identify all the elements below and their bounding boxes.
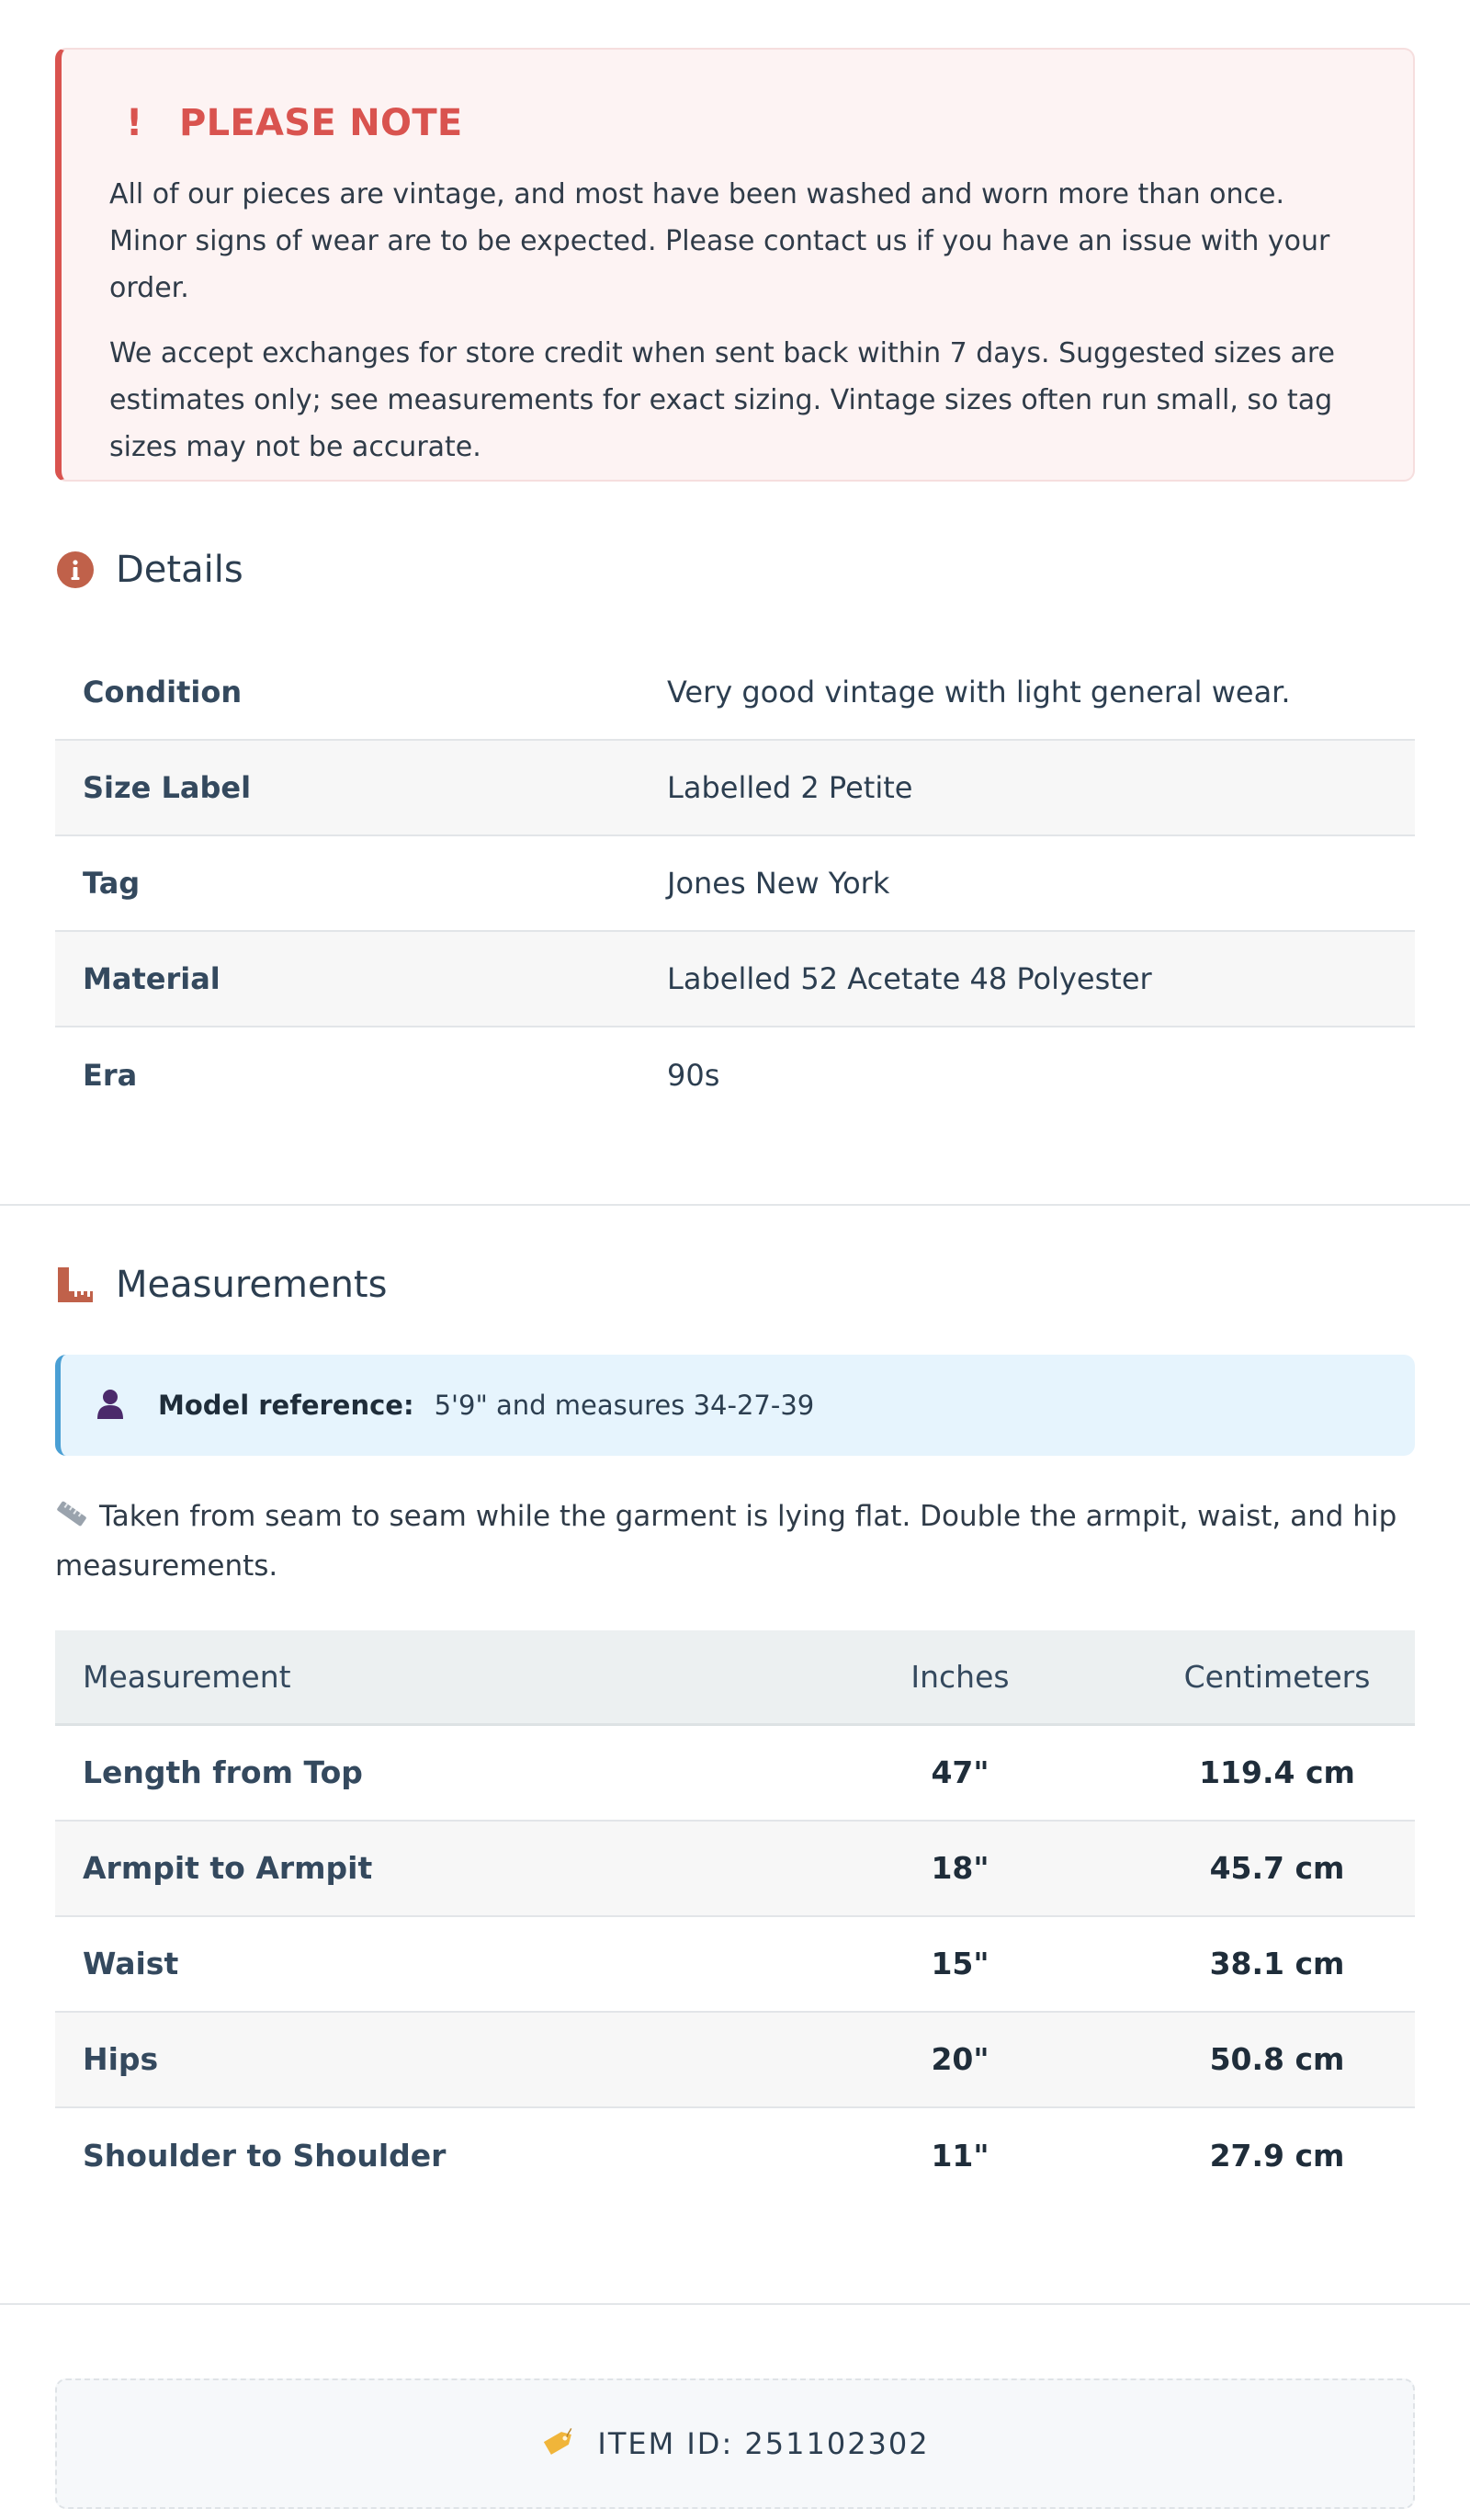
details-table (55, 645, 1415, 1123)
model-reference (55, 1355, 1415, 1456)
table-header (55, 1630, 1415, 1726)
notice-title: PLEASE NOTE (179, 102, 463, 144)
details-value: 90s (667, 1058, 720, 1093)
measurement-cm: 45.7 cm (1209, 1850, 1345, 1886)
details-title: Details (116, 549, 243, 591)
ruler-small-icon (55, 1494, 88, 1542)
measurement-name: Armpit to Armpit (83, 1850, 373, 1886)
measurement-inches: 18" (931, 1850, 989, 1886)
details-row (55, 932, 1415, 1027)
measurement-name: Hips (83, 2041, 159, 2077)
details-value: Very good vintage with light general wear. (667, 675, 1291, 709)
notice-header (109, 96, 1367, 151)
ruler-icon (55, 1265, 96, 1305)
section-divider (0, 2303, 1470, 2305)
table-row (55, 1917, 1415, 2013)
measurement-inches: 11" (931, 2138, 989, 2174)
info-circle-icon (55, 550, 96, 590)
table-row (55, 2013, 1415, 2108)
measurement-note-text: Taken from seam to seam while the garment is lying flat. Double the armpit, waist, and hip measurements. (55, 1500, 1397, 1583)
table-row (55, 2108, 1415, 2204)
measurement-name: Waist (83, 1946, 179, 1981)
notice-paragraph: All of our pieces are vintage, and most have been washed and worn more than once. Minor signs of wear are to be expected. Please contact us if you have an issue with your order. (109, 178, 1330, 304)
details-value: Labelled 52 Acetate 48 Polyester (667, 961, 1152, 996)
notice-paragraph: We accept exchanges for store credit when sent back within 7 days. Suggested sizes are estimates only; see measurements for exact sizing. Vintage sizes often run small, so tag sizes may not be accurate. (109, 337, 1336, 463)
details-value: Jones New York (667, 866, 890, 901)
measurement-cm: 27.9 cm (1209, 2138, 1345, 2174)
details-row (55, 741, 1415, 836)
column-header-measurement: Measurement (83, 1658, 291, 1695)
details-value: Labelled 2 Petite (667, 770, 913, 805)
exclamation-icon: ! (126, 102, 143, 144)
measurement-inches: 15" (931, 1946, 989, 1981)
item-id-box (55, 2378, 1415, 2509)
model-reference-value: 5'9" and measures 34-27-39 (434, 1390, 815, 1421)
item-id-label: ITEM ID: 251102302 (597, 2425, 930, 2461)
details-row (55, 836, 1415, 932)
table-row (55, 1822, 1415, 1917)
details-key: Size Label (83, 770, 252, 805)
measurement-inches: 47" (931, 1754, 989, 1790)
model-reference-label: Model reference: (158, 1390, 414, 1421)
details-key: Tag (83, 866, 141, 901)
column-header-inches: Inches (910, 1658, 1010, 1695)
measurements-title: Measurements (116, 1264, 388, 1306)
measurement-name: Length from Top (83, 1754, 363, 1790)
measurement-cm: 50.8 cm (1209, 2041, 1345, 2077)
measurement-cm: 119.4 cm (1199, 1754, 1355, 1790)
measurement-cm: 38.1 cm (1209, 1946, 1345, 1981)
notice-box (55, 48, 1415, 482)
tag-icon (540, 2427, 577, 2460)
person-icon (96, 1388, 125, 1423)
measurement-note (55, 1493, 1415, 1590)
details-row (55, 1027, 1415, 1123)
measurements-table (55, 1630, 1415, 2204)
section-divider (0, 1204, 1470, 1206)
measurement-name: Shoulder to Shoulder (83, 2138, 447, 2174)
details-key: Condition (83, 675, 243, 709)
measurement-inches: 20" (931, 2041, 989, 2077)
column-header-centimeters: Centimeters (1183, 1658, 1371, 1695)
details-heading (55, 542, 1415, 597)
details-row (55, 645, 1415, 741)
measurements-heading (55, 1257, 1415, 1312)
details-key: Era (83, 1058, 138, 1093)
details-key: Material (83, 961, 220, 996)
table-row (55, 1726, 1415, 1822)
